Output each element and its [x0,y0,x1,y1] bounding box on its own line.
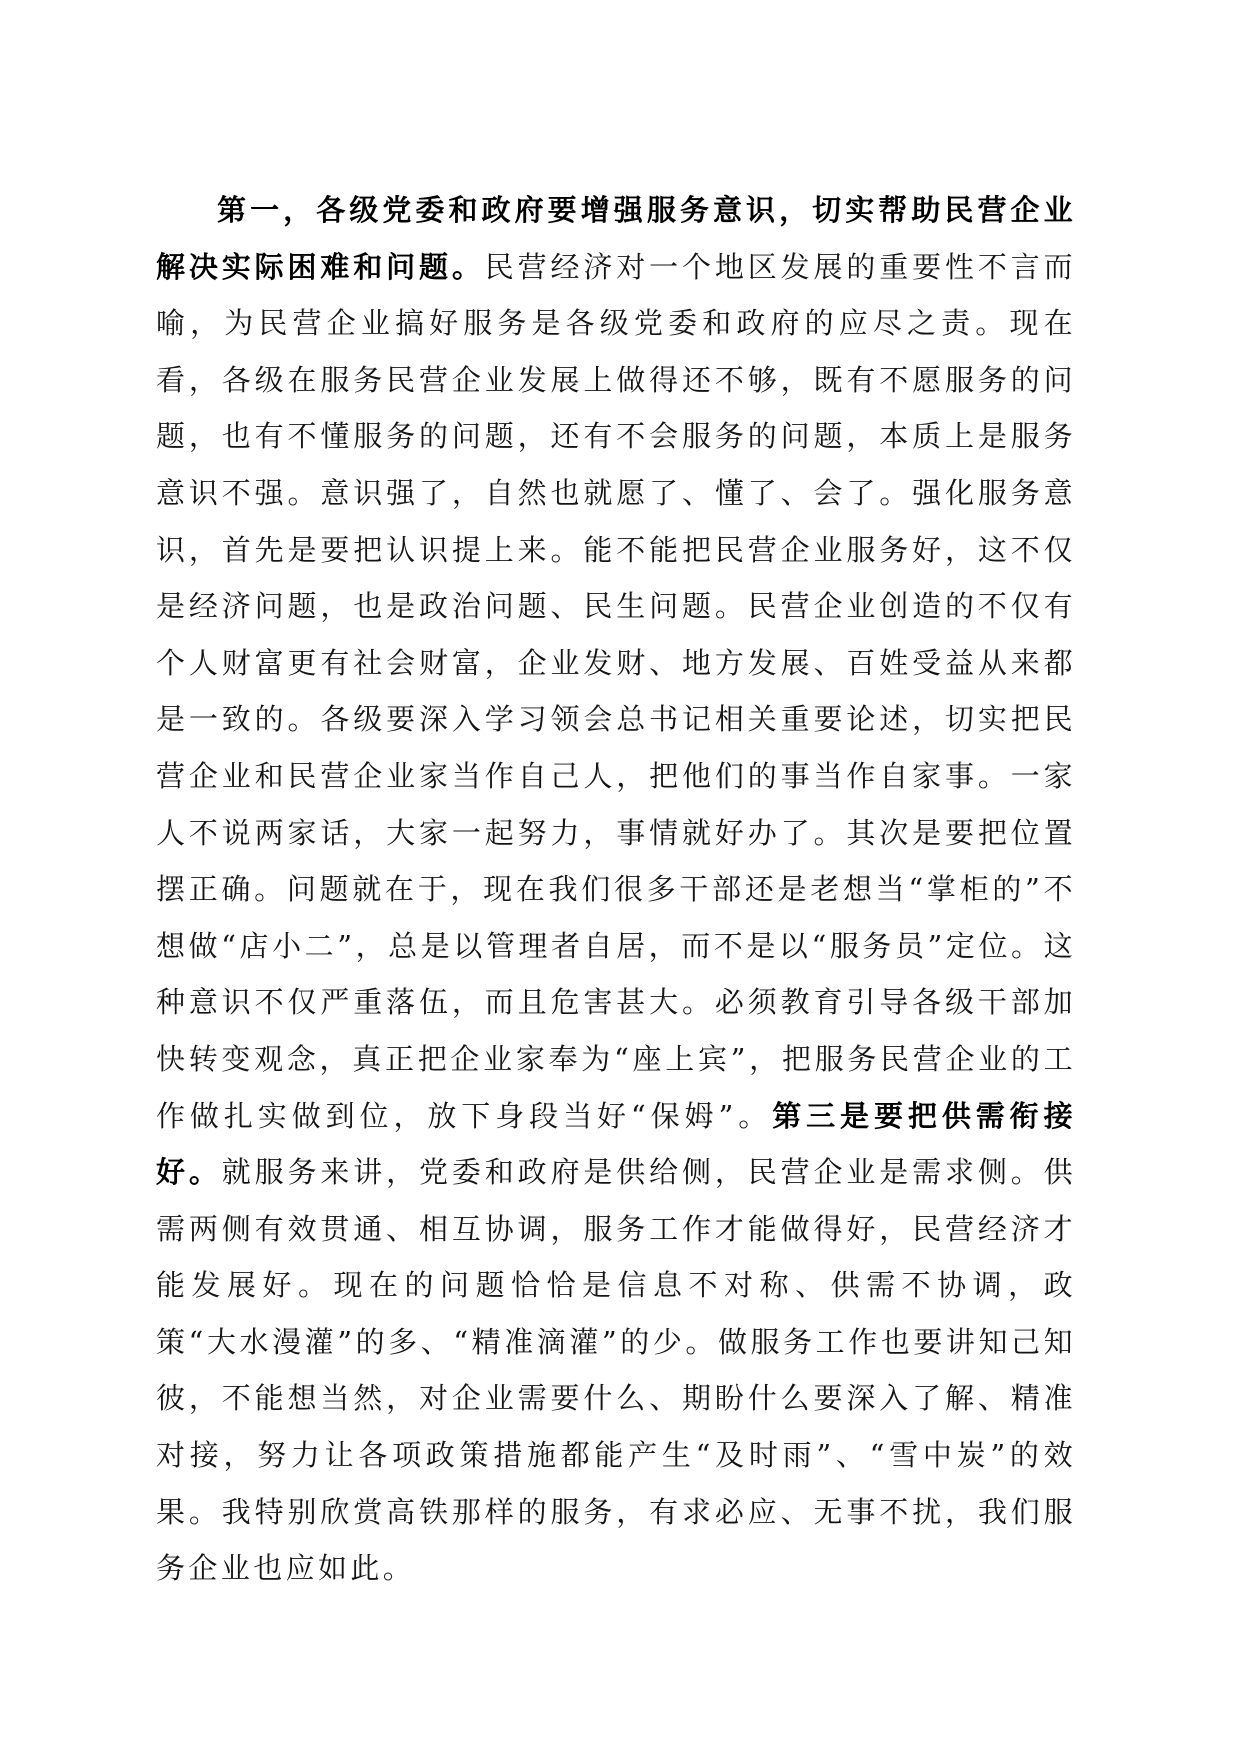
lead-heading: 第一，各级党委和政府要增强服务意识，切实帮助民营企业解决实际困难和问题。 [156,193,1076,284]
paragraph-text-1: 民营经济对一个地区发展的重要性不言而喻，为民营企业搞好服务是各级党委和政府的应尽之责。现在看，各级在服务民营企业发展上做得还不够，既有不愿服务的问题，也有不懂服务的问题，还有不会服务的问题，本质上是服务意识不强。意识强了，自然也就愿了、懂了、会了。强化服务意识，首先是要把认识提上来。能不能把民营企业服务好，这不仅是经济问题，也是政治问题、民生问题。民营企业创造的不仅有个人财富更有社会财富，企业发财、地方发展、百姓受益从来都是一致的。各级要深入学习领会总书记相关重要论述，切实把民营企业和民营企业家当作自己人，把他们的事当作自家事。一家人不说两家话，大家一起努力，事情就好办了。其次是要把位置摆正确。问题就在于，现在我们很多干部还是老想当“掌柜的”不想做“店小二”，总是以管理者自居，而不是以“服务员”定位。这种意识不仅严重落伍，而且危害甚大。必须教育引导各级干部加快转变观念，真正把企业家奉为“座上宾”，把服务民营企业的工作做扎实做到位，放下身段当好“保姆”。 [156,249,1076,1133]
inline-heading: 第三是要把供需衔接好。 [156,1098,1076,1190]
paragraph-text-2: 就服务来讲，党委和政府是供给侧，民营企业是需求侧。供需两侧有效贯通、相互协调，服务工作才能做得好，民营经济才能发展好。现在的问题恰恰是信息不对称、供需不协调，政策“大水漫灌”的多、“精准滴灌”的少。做服务工作也要讲知己知彼，不能想当然，对企业需要什么、期盼什么要深入了解、精准对接，努力让各项政策措施都能产生“及时雨”、“雪中炭”的效果。我特别欣赏高铁那样的服务，有求必应、无事不扰，我们服务企业也应如此。 [156,1155,1076,1586]
body-paragraph [156,182,1076,1597]
